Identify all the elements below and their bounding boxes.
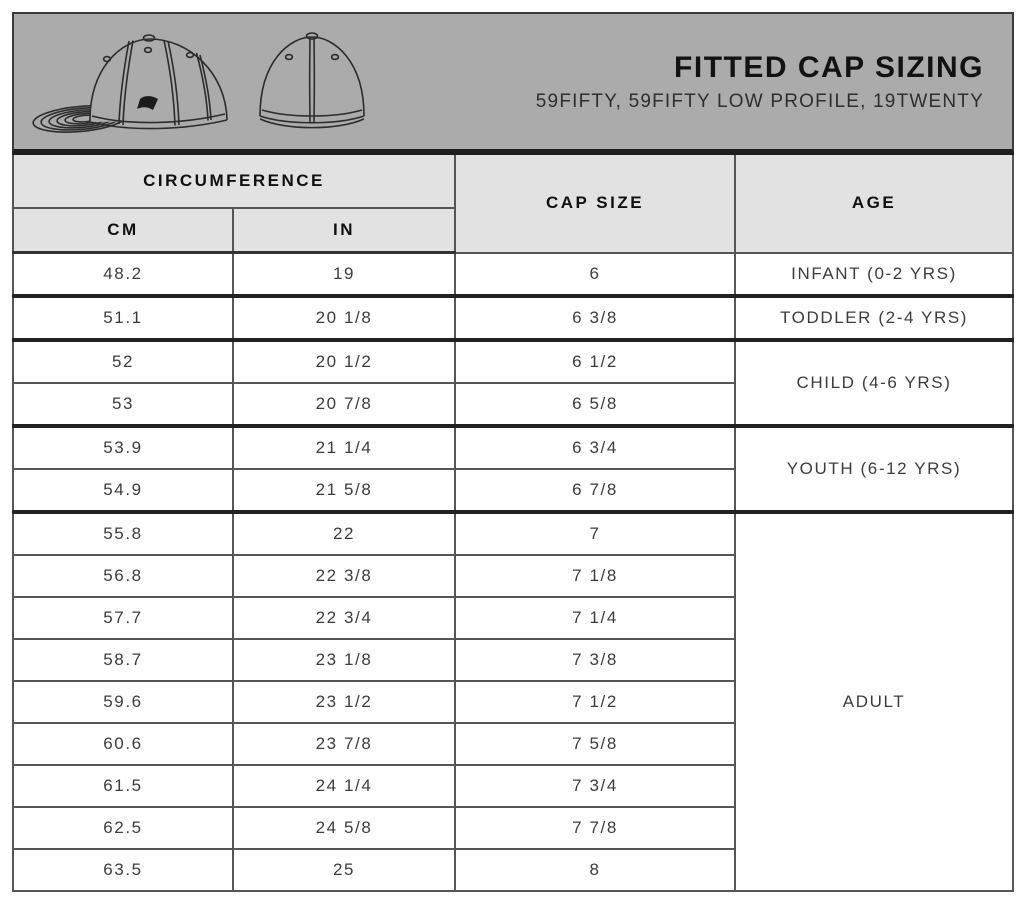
cm-header: CM: [13, 208, 233, 253]
cm-cell: 55.8: [13, 512, 233, 555]
cap-size-cell: 6 3/8: [455, 296, 735, 340]
cm-cell: 61.5: [13, 765, 233, 807]
cm-cell: 62.5: [13, 807, 233, 849]
age-cell: ADULT: [735, 512, 1013, 891]
age-cell: CHILD (4-6 YRS): [735, 340, 1013, 426]
cm-cell: 51.1: [13, 296, 233, 340]
cap-size-cell: 6 5/8: [455, 383, 735, 426]
size-row: [13, 253, 1013, 297]
in-cell: 24 5/8: [233, 807, 455, 849]
in-cell: 22 3/8: [233, 555, 455, 597]
cm-cell: 58.7: [13, 639, 233, 681]
in-cell: 24 1/4: [233, 765, 455, 807]
in-cell: 22: [233, 512, 455, 555]
cm-cell: 63.5: [13, 849, 233, 891]
in-cell: 21 1/4: [233, 426, 455, 469]
in-cell: 25: [233, 849, 455, 891]
age-cell: YOUTH (6-12 YRS): [735, 426, 1013, 512]
cm-cell: 59.6: [13, 681, 233, 723]
age-cell: INFANT (0-2 YRS): [735, 253, 1013, 297]
cap-size-cell: 6 3/4: [455, 426, 735, 469]
cap-size-header: CAP SIZE: [455, 154, 735, 253]
age-cell: TODDLER (2-4 YRS): [735, 296, 1013, 340]
cap-size-cell: 7 1/2: [455, 681, 735, 723]
in-cell: 20 1/2: [233, 340, 455, 383]
cap-back-view-icon: [251, 28, 373, 136]
cap-illustrations: [14, 28, 373, 136]
cap-size-cell: 7 3/4: [455, 765, 735, 807]
in-header: IN: [233, 208, 455, 253]
cm-cell: 54.9: [13, 469, 233, 512]
cap-size-cell: 6 7/8: [455, 469, 735, 512]
in-cell: 19: [233, 253, 455, 297]
page-title: FITTED CAP SIZING: [674, 50, 984, 84]
in-cell: 22 3/4: [233, 597, 455, 639]
cm-cell: 53.9: [13, 426, 233, 469]
cm-cell: 57.7: [13, 597, 233, 639]
size-row: [13, 512, 1013, 555]
cap-size-cell: 8: [455, 849, 735, 891]
cm-cell: 56.8: [13, 555, 233, 597]
header-panel: [12, 12, 1014, 152]
cm-cell: 60.6: [13, 723, 233, 765]
in-cell: 20 7/8: [233, 383, 455, 426]
cap-size-cell: 7 7/8: [455, 807, 735, 849]
age-header: AGE: [735, 154, 1013, 253]
cm-cell: 53: [13, 383, 233, 426]
sizing-chart-page: [12, 12, 1014, 892]
in-cell: 23 7/8: [233, 723, 455, 765]
in-cell: 21 5/8: [233, 469, 455, 512]
size-row: [13, 426, 1013, 469]
page-subtitle: 59FIFTY, 59FIFTY LOW PROFILE, 19TWENTY: [535, 90, 984, 112]
cap-size-cell: 6: [455, 253, 735, 297]
cap-size-cell: 7 1/8: [455, 555, 735, 597]
in-cell: 23 1/2: [233, 681, 455, 723]
cm-cell: 52: [13, 340, 233, 383]
in-cell: 23 1/8: [233, 639, 455, 681]
sizing-table-header: [13, 154, 1013, 253]
sizing-table: [12, 152, 1014, 892]
header-titles: [536, 51, 1012, 113]
size-row: [13, 340, 1013, 383]
sizing-table-body: [13, 253, 1013, 892]
in-cell: 20 1/8: [233, 296, 455, 340]
size-row: [13, 296, 1013, 340]
cap-size-cell: 7: [455, 512, 735, 555]
cap-size-cell: 6 1/2: [455, 340, 735, 383]
cm-cell: 48.2: [13, 253, 233, 297]
cap-size-cell: 7 3/8: [455, 639, 735, 681]
circumference-header: CIRCUMFERENCE: [13, 154, 455, 209]
cap-side-view-icon: [30, 28, 235, 136]
cap-size-cell: 7 1/4: [455, 597, 735, 639]
cap-size-cell: 7 5/8: [455, 723, 735, 765]
